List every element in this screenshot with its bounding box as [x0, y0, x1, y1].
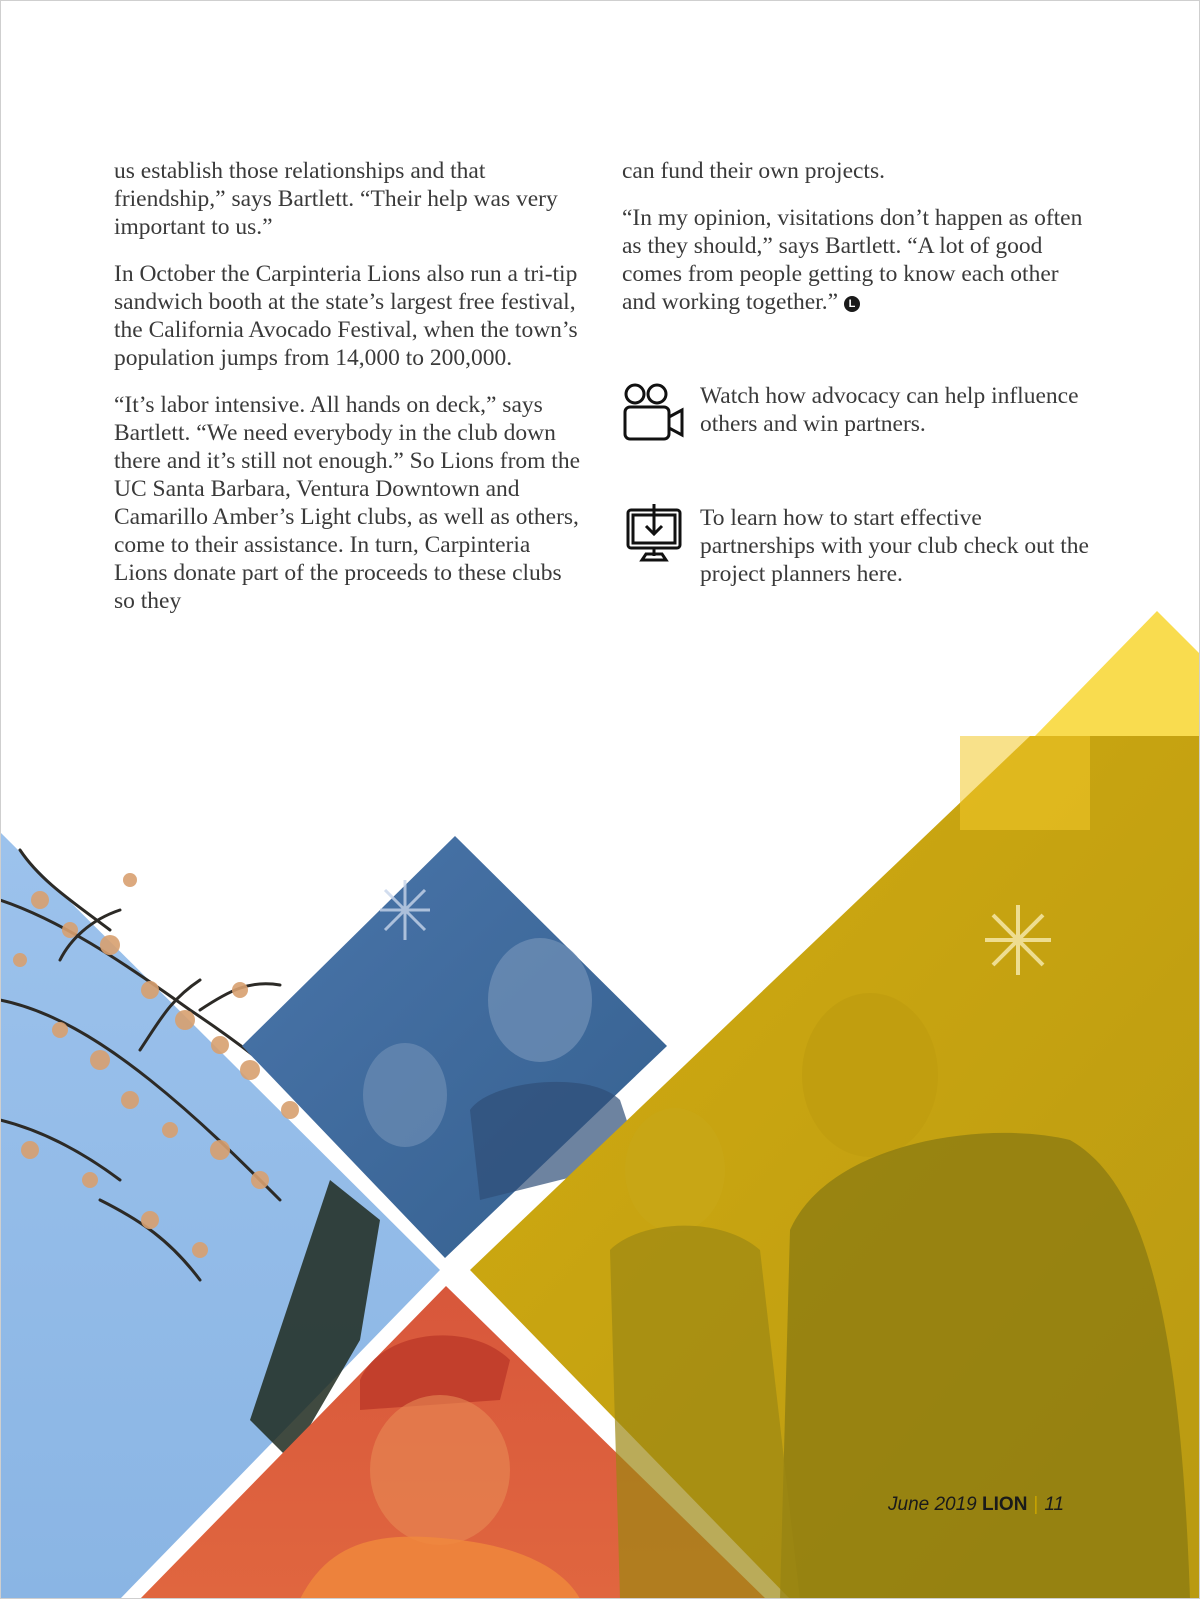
footer-separator: | [1033, 1494, 1039, 1515]
paragraph-text: “In my opinion, visitations don’t happen as often as they should,” says Bartlett. “A lot of good comes from people getting to know each other and working together.” [622, 205, 1083, 315]
end-of-story-mark: L [844, 296, 860, 312]
magazine-name: LION [982, 1494, 1028, 1515]
project-planner-callout-text[interactable]: To learn how to start effective partnerships with your club check out the project planners here. [700, 505, 1089, 587]
paragraph: In October the Carpinteria Lions also run a tri-tip sandwich booth at the state’s largest free festival, the California Avocado Festival, when the town’s population jumps from 14,000 to 200,000. [114, 261, 578, 371]
paragraph: “It’s labor intensive. All hands on deck,” says Bartlett. “We need everybody in the club down there and it’s still not enough.” So Lions from the UC Santa Barbara, Ventura Downtown and Camarillo Amber’s Light clubs, as well as others, come to their assistance. In turn, Carpinteria Lions donate part of the proceeds to these clubs so they [114, 392, 581, 614]
issue-date: June 2019 [888, 1494, 977, 1515]
monitor-download-icon [622, 504, 692, 568]
page-footer [888, 1494, 1064, 1516]
video-callout-text[interactable]: Watch how advocacy can help influence others and win partners. [700, 383, 1079, 437]
paragraph-with-end-mark [622, 204, 1092, 316]
paragraph: can fund their own projects. [622, 158, 885, 184]
light-yellow-triangle [1035, 611, 1200, 736]
left-text-column [114, 157, 584, 634]
paragraph: us establish those relationships and that friendship,” says Bartlett. “Their help was very important to us.” [114, 158, 558, 240]
right-text-column [622, 157, 1092, 335]
video-callout[interactable] [622, 382, 1100, 446]
project-planner-callout[interactable] [622, 504, 1100, 588]
page-number: 11 [1044, 1494, 1065, 1515]
video-camera-icon [622, 382, 692, 446]
